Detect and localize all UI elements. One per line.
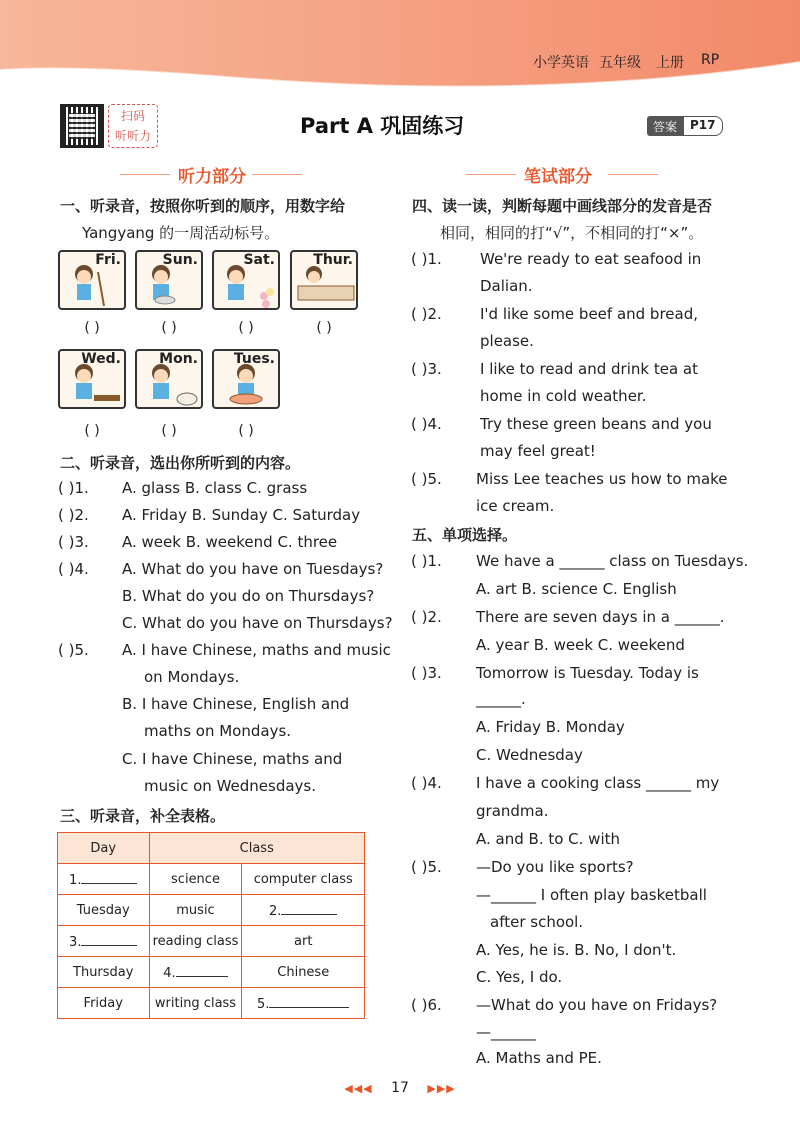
right-heading-deco-right: [608, 174, 658, 175]
blank-num: 4.: [163, 966, 176, 981]
q5-item-6-num[interactable]: ( )6.: [411, 996, 442, 1014]
q2-item-4-b: B. What do you do on Thursdays?: [122, 587, 375, 605]
q5-item-4-num[interactable]: ( )4.: [411, 774, 442, 792]
table-cell: Thursday: [58, 957, 150, 988]
table-header-row: [58, 833, 365, 864]
card-day-label: Mon.: [159, 351, 198, 367]
table-cell: reading class: [149, 926, 242, 957]
right-heading-deco-left: [466, 174, 516, 175]
table-cell: Tuesday: [58, 895, 150, 926]
table-cell: art: [242, 926, 365, 957]
table-row: [58, 988, 365, 1019]
picture-card-fri: [58, 250, 126, 310]
page-title: Part A 巩固练习: [300, 114, 465, 138]
table-cell: Friday: [58, 988, 150, 1019]
header-volume: 上册: [656, 55, 684, 71]
q2-item-4-num[interactable]: ( )4.: [58, 560, 89, 578]
q5-item-6-text2[interactable]: —______: [476, 1023, 536, 1041]
q5-item-4-text: I have a cooking class ______ my: [476, 774, 720, 792]
fill-blank-line[interactable]: [281, 901, 337, 915]
q2-item-5-a2: on Mondays.: [144, 668, 240, 686]
answer-bracket[interactable]: ( ): [316, 320, 332, 336]
q5-item-5-num[interactable]: ( )5.: [411, 858, 442, 876]
answer-bracket[interactable]: ( ): [238, 423, 254, 439]
card-day-label: Sun.: [162, 252, 198, 268]
answer-ref: [647, 116, 723, 136]
q4-item-4-num[interactable]: ( )4.: [411, 415, 442, 433]
q5-item-3-opts-ab: A. Friday B. Monday: [476, 718, 625, 736]
q5-item-1-opts: A. art B. science C. English: [476, 580, 677, 598]
col-class-header: Class: [149, 833, 365, 864]
blank-num: 3.: [69, 935, 82, 950]
q5-item-5-opts-ab: A. Yes, he is. B. No, I don't.: [476, 941, 677, 959]
q5-item-5-text: —Do you like sports?: [476, 858, 634, 876]
picture-card-thur: [290, 250, 358, 310]
q2-item-5-a1: A. I have Chinese, maths and music: [122, 641, 391, 659]
q5-item-4-opts: A. and B. to C. with: [476, 830, 621, 848]
q4-title-line1: 四、读一读，判断每题中画线部分的发音是否: [412, 197, 713, 215]
table-row: [58, 895, 365, 926]
table-row: [58, 864, 365, 895]
qr-code-icon[interactable]: [60, 104, 104, 148]
card-day-label: Tues.: [233, 351, 275, 367]
table-cell: writing class: [149, 988, 242, 1019]
q4-item-1-l2: Dalian.: [480, 277, 533, 295]
table-row: [58, 926, 365, 957]
q5-item-6-opts: A. Maths and PE.: [476, 1049, 602, 1067]
table-cell-blank[interactable]: [149, 957, 242, 988]
q2-item-2-text: A. Friday B. Sunday C. Saturday: [122, 506, 361, 524]
answer-bracket[interactable]: ( ): [238, 320, 254, 336]
card-day-label: Fri.: [95, 252, 121, 268]
q2-item-1-num[interactable]: ( )1.: [58, 479, 89, 497]
table-cell-blank[interactable]: [58, 926, 150, 957]
table-cell: science: [149, 864, 242, 895]
q4-title-line2: 相同，相同的打“√”，不相同的打“×”。: [440, 224, 704, 242]
table-cell: Chinese: [242, 957, 365, 988]
picture-card-sun: [135, 250, 203, 310]
q5-item-5-opts-c: C. Yes, I do.: [476, 968, 563, 986]
q4-item-3-l1: I like to read and drink tea at: [480, 360, 698, 378]
q2-item-3-num[interactable]: ( )3.: [58, 533, 89, 551]
class-table: [57, 832, 365, 1019]
q5-item-1-num[interactable]: ( )1.: [411, 552, 442, 570]
q2-item-5-b1: B. I have Chinese, English and: [122, 695, 350, 713]
answer-bracket[interactable]: ( ): [84, 423, 100, 439]
blank-num: 2.: [269, 904, 282, 919]
table-cell-blank[interactable]: [242, 988, 365, 1019]
q4-item-5-l1: Miss Lee teaches us how to make: [476, 470, 728, 488]
scan-line1: 扫码: [120, 109, 145, 123]
col-day-header: Day: [58, 833, 150, 864]
header-grade: 五年级: [599, 55, 641, 71]
q5-item-6-text: —What do you have on Fridays?: [476, 996, 718, 1014]
q1-title-line1: 一、听录音，按照你听到的顺序，用数字给: [60, 197, 346, 215]
table-cell: computer class: [242, 864, 365, 895]
q2-item-4-c: C. What do you have on Thursdays?: [122, 614, 393, 632]
fill-blank-line[interactable]: [269, 994, 349, 1008]
picture-card-tues: [212, 349, 280, 409]
q4-item-3-l2: home in cold weather.: [480, 387, 647, 405]
card-day-label: Thur.: [313, 252, 353, 268]
page-number: 17: [391, 1080, 409, 1096]
fill-blank-line[interactable]: [81, 932, 137, 946]
table-cell-blank[interactable]: [58, 864, 150, 895]
q4-item-1-l1: We're ready to eat seafood in: [480, 250, 702, 268]
q2-item-5-c2: music on Wednesdays.: [144, 777, 316, 795]
q5-item-1-text: We have a ______ class on Tuesdays.: [476, 552, 749, 570]
q4-item-3-num[interactable]: ( )3.: [411, 360, 442, 378]
q1-title-line2: Yangyang 的一周活动标号。: [82, 224, 280, 242]
left-heading-deco-left: [120, 174, 170, 175]
q4-item-2-l1: I'd like some beef and bread,: [480, 305, 699, 323]
q4-item-2-l2: please.: [480, 332, 534, 350]
q5-item-3-text: Tomorrow is Tuesday. Today is: [476, 664, 699, 682]
scan-listen-label: [108, 104, 158, 148]
q5-item-2-num[interactable]: ( )2.: [411, 608, 442, 626]
q4-item-5-num[interactable]: ( )5.: [411, 470, 442, 488]
picture-card-wed: [58, 349, 126, 409]
answer-bracket[interactable]: ( ): [84, 320, 100, 336]
fill-blank-line[interactable]: [176, 963, 228, 977]
q5-item-3-num[interactable]: ( )3.: [411, 664, 442, 682]
header-subject: 小学英语: [533, 55, 589, 71]
q5-title: 五、单项选择。: [412, 526, 518, 544]
q4-item-4-l1: Try these green beans and you: [480, 415, 712, 433]
q2-item-3-text: A. week B. weekend C. three: [122, 533, 338, 551]
q5-item-3-blank[interactable]: ______.: [476, 690, 526, 708]
table-cell: music: [149, 895, 242, 926]
q2-item-5-b2: maths on Mondays.: [144, 722, 292, 740]
q2-item-2-num[interactable]: ( )2.: [58, 506, 89, 524]
q4-item-2-num[interactable]: ( )2.: [411, 305, 442, 323]
blank-num: 1.: [69, 873, 82, 888]
left-heading: 听力部分: [178, 167, 246, 187]
picture-card-sat: [212, 250, 280, 310]
table-row: [58, 957, 365, 988]
q2-item-1-text: A. glass B. class C. grass: [122, 479, 308, 497]
picture-card-mon: [135, 349, 203, 409]
q5-item-2-opts: A. year B. week C. weekend: [476, 636, 685, 654]
q4-item-5-l2: ice cream.: [476, 497, 555, 515]
q4-item-4-l2: may feel great!: [480, 442, 596, 460]
answer-bracket[interactable]: ( ): [161, 423, 177, 439]
q5-item-5-text3: after school.: [490, 913, 584, 931]
header-edition: RP: [701, 52, 720, 68]
q2-item-5-num[interactable]: ( )5.: [58, 641, 89, 659]
table-cell-blank[interactable]: [242, 895, 365, 926]
blank-num: 5.: [257, 997, 270, 1012]
left-heading-deco-right: [252, 174, 302, 175]
scan-line2: 听听力: [114, 129, 151, 143]
answer-page: P17: [683, 116, 723, 136]
q5-item-4-text2: grandma.: [476, 802, 549, 820]
next-arrows-icon: ▶▶▶: [427, 1082, 456, 1095]
card-day-label: Sat.: [243, 252, 275, 268]
q5-item-2-text: There are seven days in a ______.: [476, 608, 725, 626]
answer-bracket[interactable]: ( ): [161, 320, 177, 336]
q5-item-5-text2: —______ I often play basketball: [476, 886, 707, 904]
q4-item-1-num[interactable]: ( )1.: [411, 250, 442, 268]
page-footer: [0, 1080, 800, 1096]
right-heading: 笔试部分: [524, 167, 592, 187]
q3-title: 三、听录音，补全表格。: [60, 807, 226, 825]
fill-blank-line[interactable]: [81, 870, 137, 884]
q5-item-3-opts-c: C. Wednesday: [476, 746, 583, 764]
q2-title: 二、听录音，选出你所听到的内容。: [60, 454, 301, 472]
card-day-label: Wed.: [81, 351, 121, 367]
prev-arrows-icon: ◀◀◀: [344, 1082, 373, 1095]
q2-item-5-c1: C. I have Chinese, maths and: [122, 750, 343, 768]
q2-item-4-text: A. What do you have on Tuesdays?: [122, 560, 384, 578]
answer-label: 答案: [647, 116, 683, 136]
header-banner: [0, 0, 800, 92]
